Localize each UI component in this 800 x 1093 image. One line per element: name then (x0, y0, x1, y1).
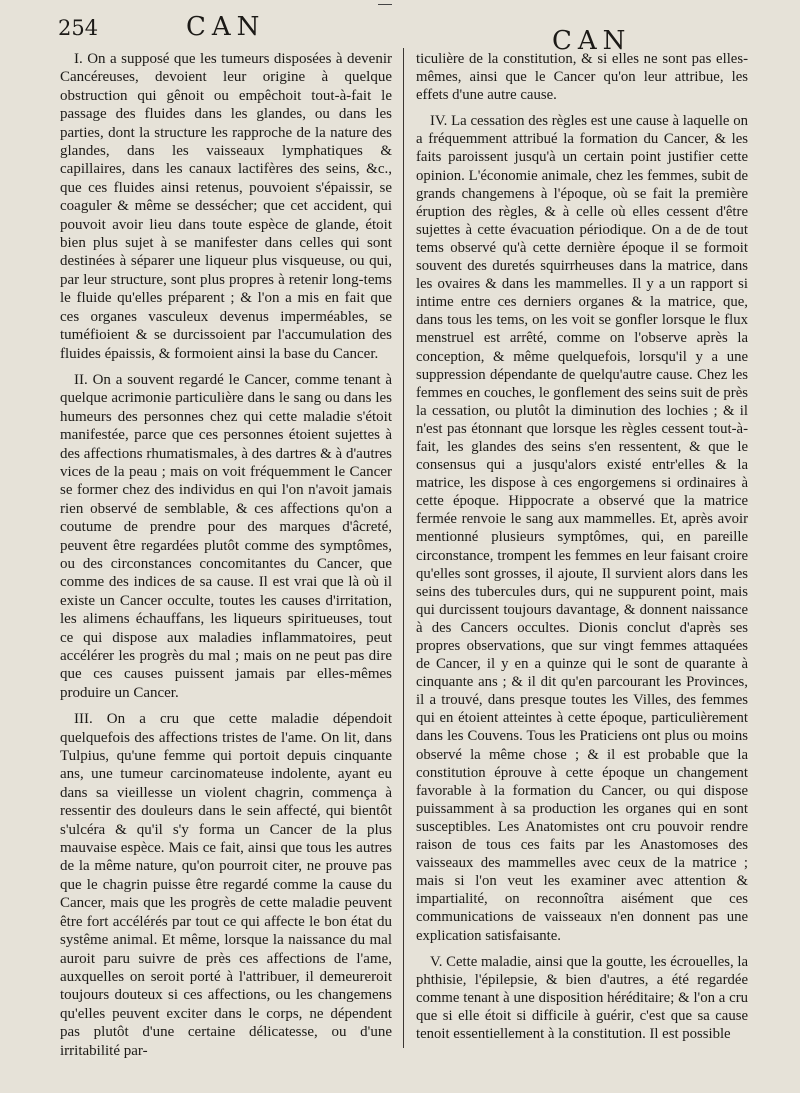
top-rule-mark (378, 4, 392, 5)
paragraph-ii: II. On a souvent regardé le Cancer, comme tenant à quelque acrimonie particulière dans le sang ou dans les humeurs des personnes chez qui cette maladie s'étoit manifestée, parce que ces personnes étoient sujettes à des affections rhumatismales, à des dartres & à d'autres vices de la peau ; mais on voit fréquemment le Cancer se former chez des individus en qui l'on n'avoit jamais rien observé de semblable, & ces affections qu'on a coutume de prendre pour des marques d'âcreté, peuvent être regardées plutôt comme des symptômes, ou des circonstances concomitantes du Cancer, que comme des indices de sa cause. Il est vrai que là où il existe un Cancer occulte, toutes les causes d'irritation, les alimens échauffans, les liqueurs spiritueuses, tout ce qui dispose aux maladies inflammatoires, peut accélérer les progrès du mal ; mais on ne peut pas dire que ces causes puissent jamais par elles-mêmes produire un Cancer. (60, 371, 392, 701)
column-divider (403, 48, 404, 1048)
right-column (416, 50, 748, 1051)
running-head-right: CAN (552, 26, 632, 56)
left-column (60, 50, 392, 1068)
running-head-left: CAN (186, 12, 266, 42)
paragraph-v: V. Cette maladie, ainsi que la goutte, les écrouelles, la phthisie, l'épilepsie, & bien d'autres, a été regardée comme tenant à une disposition héréditaire; & l'on a cru que si elle étoit si difficile à guérir, c'est que sa cause tenoit essentiellement à la constitution. Il est possible (416, 953, 748, 1042)
paragraph-iv: IV. La cessation des règles est une cause à laquelle on a fréquemment attribué la formation du Cancer, & les faits paroissent jusqu'à un certain point justifier cette opinion. L'économie animale, chez les femmes, subit de grands changemens à l'époque, où se fait la première éruption des règles, & à celle où elles cessent d'être sujettes à cette évacuation périodique. On a de de tout tems observé qu'à cette dernière époque il se formoit souvent des duretés squirrheuses dans la matrice, dans les ovaires & dans les mammelles. Il y a un rapport si intime entre ces derniers organes & la matrice, que, dans tous les tems, on les voit se gonfler lorsque le flux menstruel est arrêté, comme on l'observe après la conception, & même quelquefois, lorsqu'il y a une suppression dépendante de quelqu'autre cause. Chez les femmes en couches, le gonflement des seins suit de près la cessation, ou plutôt la diminution des lochies ; & il n'est pas étonnant que lorsque les règles cessent tout-à-fait, les glandes des seins s'en ressentent, & que le consensus qui a jusqu'alors existé entr'elles & la matrice, les dispose à ces engorgemens si ordinaires à cette époque. Hippocrate a observé que la matrice fermée renvoie le sang aux mammelles. Et, après avoir mentionné plusieurs symptômes, qui, en pareille circonstance, trompent les femmes en leur faisant croire qu'elles sont grosses, il ajoute, Il survient alors dans les seins des tubercules durs, qui ne suppurent point, mais qui durcissent toujours davantage, & donnent naissance à des Cancers occultes. Dionis conclut d'après ses propres observations, que sur vingt femmes attaquées de Cancer, il y en a quinze qui le sont de quarante à cinquante ans ; & il dit qu'en parcourant les Provinces, il a trouvé, dans presque toutes les Villes, des femmes qui en étoient atteintes à cette époque, particulièrement dans les Couvens. Tous les Praticiens ont plus ou moins observé la même chose ; & il est probable que la constitution éprouve à cette époque un changement favorable à la formation du Cancer, ou qui dispose puissamment à sa production les organes qui en sont susceptibles. Les Anatomistes ont cru pouvoir rendre raison de tous ces faits par les Anastomoses des vaisseaux des mammelles avec ceux de la matrice ; mais si l'on veut les examiner avec attention & impartialité, on reconnoîtra aisément que ces communications de vaisseaux n'en donnent pas une explication satisfaisante. (416, 113, 748, 944)
page-number: 254 (58, 16, 99, 40)
paragraph-iii-continued: ticulière de la constitution, & si elles ne sont pas elles-mêmes, ainsi que le Cancer qu'on leur attribue, les effets d'une autre cause. (416, 51, 748, 104)
paragraph-iii: III. On a cru que cette maladie dépendoit quelquefois des affections tristes de l'ame. On lit, dans Tulpius, qu'une femme qui portoit depuis cinquante ans, une tumeur carcinomateuse indolente, ayant eu dans sa vieillesse un violent chagrin, commença à ressentir des douleurs dans le sein affecté, qui bientôt s'ulcéra & qu'il s'y forma un Cancer de la plus mauvaise espèce. Mais ce fait, ainsi que tous les autres de la même nature, qu'on pourroit citer, ne prouve pas que le chagrin puisse être regardé comme la cause du Cancer, mais que les progrès de cette maladie peuvent être fort accélérés par tout ce qui affecte le bon état du systême animal. Et même, lorsque la naissance du mal auroit paru suivre de près ces affections de l'ame, auxquelles on seroit porté à l'attribuer, il demeureroit toujours douteux si ces affections, ou les changemens qu'elles peuvent exciter dans le corps, ne dépendent pas plutôt d'une certaine délicatesse, ou d'une irritabilité par- (60, 711, 392, 1059)
paragraph-i: I. On a supposé que les tumeurs disposées à devenir Cancéreuses, devoient leur origine à quelque obstruction qui gênoit ou empêchoit tout-à-fait le passage des fluides dans les glandes, ou dans les parties, dont la structure les rapproche de la nature des glandes, dans les vaisseaux lymphatiques & capillaires, dans les canaux lactifères des seins, &c., que ces fluides ainsi retenus, pouvoient s'épaissir, se coaguler & même se dessécher; que cet accident, qui pouvoit avoir lieu dans toute espèce de glande, étoit bien plus sujet à se manifester dans celles qui sont destinées à séparer une liqueur plus visqueuse, ou qui, par leur structure, sont plus propres à retenir long-tems le fluide qu'elles préparent ; & l'on a mis en fait que ces organes vasculeux devenus imperméables, se tuméfioient & se durcissoient par l'accumulation des fluides épaissis, & formoient ainsi la base du Cancer. (60, 51, 392, 362)
